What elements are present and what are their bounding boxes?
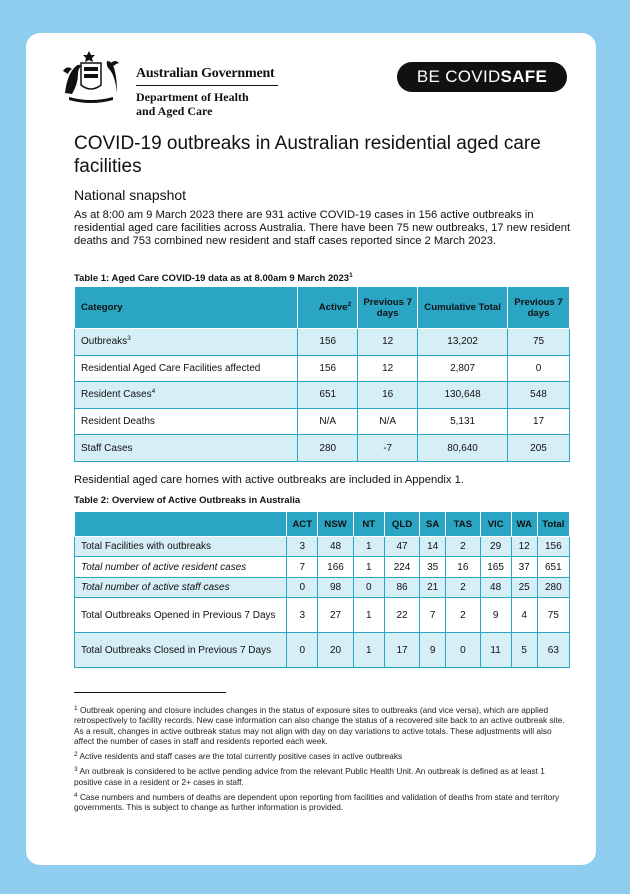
document-page — [26, 33, 596, 865]
table2-header: SA — [420, 512, 446, 537]
table2-header: TAS — [446, 512, 480, 537]
table2-header: VIC — [480, 512, 511, 537]
footnote: $^1$ Outbreak opening and closure includes changes in the status of exposure sites to outbreaks (and vice versa), which are applied retrospectively to facility records. New case information can also change the status of a recovered site back to an active outbreak site. As a result, changes in active outbreak status may not align with day on day variations to active totals. These adjustments will also affect the number of cases in staff and residents reported each week. — [74, 705, 565, 746]
table1-header: Active$^2$ — [298, 287, 358, 329]
table-row: Staff Cases 280 -7 80,640 205 — [75, 435, 570, 462]
table2-header: WA — [511, 512, 537, 537]
footnotes — [74, 705, 574, 818]
table2-header: NSW — [318, 512, 353, 537]
table-row: Total number of active staff cases 0 98 0 86 21 2 48 25 280 — [75, 578, 570, 598]
table2-caption: Table 2: Overview of Active Outbreaks in Australia — [74, 495, 301, 506]
table2-header: Total — [537, 512, 569, 537]
table1-header: Category — [75, 287, 298, 329]
page-title: COVID-19 outbreaks in Australian residential aged care facilities — [74, 133, 541, 177]
be-covidsafe-badge: BE COVIDSAFE — [397, 62, 567, 92]
page-subtitle: National snapshot — [74, 187, 187, 203]
table2-header — [75, 512, 287, 537]
table1-header: Previous 7 days — [358, 287, 418, 329]
table2-header: ACT — [287, 512, 318, 537]
table-row: Total Outbreaks Opened in Previous 7 Days 3 27 1 22 7 2 9 4 75 — [75, 598, 570, 633]
government-name: Australian Government — [136, 66, 278, 86]
active-outbreaks-table — [74, 511, 570, 668]
table-row: Outbreaks$^3$ 156 12 13,202 75 — [75, 329, 570, 356]
document-header — [26, 33, 596, 118]
table1-caption: Table 1: Aged Care COVID-19 data as at 8.00am 9 March 2023$^1$ — [74, 272, 353, 284]
table-row: Total number of active resident cases 7 166 1 224 35 16 165 37 651 — [75, 557, 570, 578]
table-row: Total Facilities with outbreaks 3 48 1 47 14 2 29 12 156 — [75, 537, 570, 557]
intro-paragraph: As at 8:00 am 9 March 2023 there are 931 active COVID-19 cases in 156 active outbreaks in residential aged care facilities across Australia. There have been 75 new outbreaks, 17 new resident deaths and 753 combined new resident and staff cases reported since 2 March 2023. — [74, 209, 571, 247]
table2-header: QLD — [384, 512, 419, 537]
footnote: $^2$ Active residents and staff cases are the total currently positive cases in active outbreaks — [74, 751, 403, 762]
table2-header: NT — [353, 512, 384, 537]
aged-care-data-table — [74, 286, 570, 462]
department-name: Department of Health and Aged Care — [136, 90, 249, 118]
table-row: Resident Deaths N/A N/A 5,131 17 — [75, 408, 570, 435]
table-row: Residential Aged Care Facilities affected 156 12 2,807 0 — [75, 355, 570, 382]
table-row: Total Outbreaks Closed in Previous 7 Days 0 20 1 17 9 0 11 5 63 — [75, 633, 570, 668]
table1-header: Cumulative Total — [418, 287, 508, 329]
footnote: $^4$ Case numbers and numbers of deaths are dependent upon reporting from facilities and validation of deaths from state and territory governments. This is subject to change as further information is provided. — [74, 792, 560, 813]
appendix-note: Residential aged care homes with active outbreaks are included in Appendix 1. — [74, 474, 464, 486]
government-identity — [136, 66, 278, 118]
table1-header: Previous 7 days — [508, 287, 570, 329]
footnote-divider — [74, 692, 226, 693]
coat-of-arms-icon — [59, 49, 123, 105]
footnote: $^3$ An outbreak is considered to be active pending advice from the relevant Public Health Unit. An outbreak is defined as at least 1 positive case in a resident or 2+ cases in staff. — [74, 766, 545, 787]
table-row: Resident Cases$^4$ 651 16 130,648 548 — [75, 382, 570, 409]
